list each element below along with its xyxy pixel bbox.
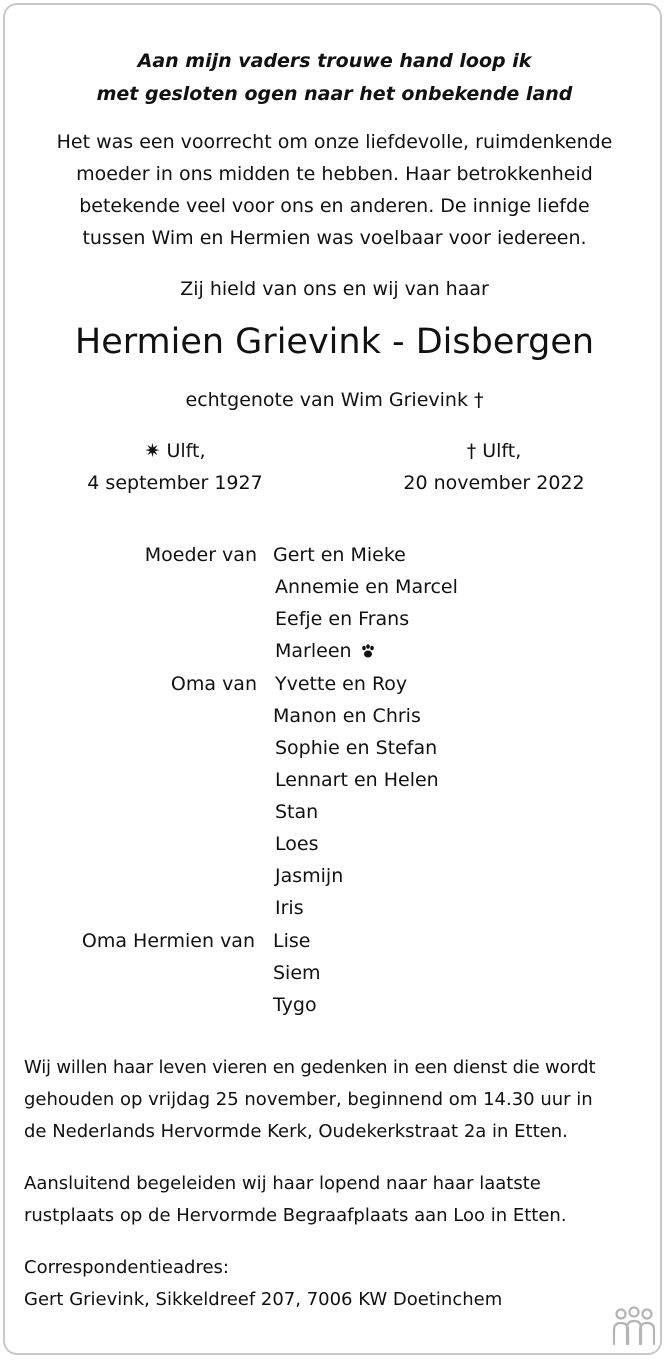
family-member: Jasmijn: [275, 865, 344, 887]
death-info: [364, 435, 624, 499]
burial-paragraph: [24, 1168, 654, 1232]
family-member: Stan: [275, 801, 319, 823]
service-line: de Nederlands Hervormde Kerk, Oudekerkstraat 2a in Etten.: [24, 1121, 568, 1142]
family-member-marleen: [275, 640, 376, 662]
motto-line-2: met gesloten ogen naar het onbekende land: [96, 83, 573, 105]
birth-place: ✷ Ulft,: [144, 440, 206, 462]
family-member: Iris: [275, 897, 304, 919]
family-member: Siem: [273, 962, 321, 984]
spouse-line: echtgenote van Wim Grievink †: [185, 389, 484, 411]
service-line: Wij willen haar leven vieren en gedenken in een dienst die wordt: [24, 1057, 596, 1078]
intro-line-3: betekende veel voor ons en anderen. De innige liefde: [79, 195, 590, 217]
death-date: 20 november 2022: [403, 472, 585, 494]
role-oma-label: Oma van: [170, 673, 257, 695]
family-member: Annemie en Marcel: [275, 576, 458, 598]
deceased-name: Hermien Grievink - Disbergen: [74, 322, 595, 362]
family-member: Eefje en Frans: [275, 608, 410, 630]
family-member: Sophie en Stefan: [275, 737, 438, 759]
correspondence-address: Gert Grievink, Sikkeldreef 207, 7006 KW Doetinchem: [24, 1289, 503, 1310]
family-member: Tygo: [273, 994, 317, 1016]
death-place: † Ulft,: [466, 440, 522, 462]
people-group-icon: [609, 1306, 659, 1346]
service-line: gehouden op vrijdag 25 november, beginnend om 14.30 uur in: [24, 1089, 593, 1110]
correspondence-label: Correspondentieadres:: [24, 1257, 229, 1278]
role-moeder-label: Moeder van: [144, 544, 257, 566]
family-member: Gert en Mieke: [273, 544, 406, 566]
birth-date: 4 september 1927: [87, 472, 263, 494]
family-member: Manon en Chris: [273, 705, 421, 727]
burial-line: rustplaats op de Hervormde Begraafplaats aan Loo in Etten.: [24, 1205, 567, 1226]
motto-line-1: Aan mijn vaders trouwe hand loop ik: [137, 50, 532, 72]
role-oma-hermien-label: Oma Hermien van: [81, 930, 255, 952]
burial-line: Aansluitend begeleiden wij haar lopend naar haar laatste: [24, 1173, 541, 1194]
family-member: Loes: [275, 833, 319, 855]
family-member: Lise: [273, 930, 311, 952]
correspondence-block: [24, 1252, 654, 1316]
paw-icon: [360, 643, 376, 659]
birth-info: [45, 435, 305, 499]
intro-line-2: moeder in ons midden te hebben. Haar betrokkenheid: [76, 163, 593, 185]
intro-line-1: Het was een voorrecht om onze liefdevolle, ruimdenkende: [56, 131, 613, 153]
tagline: Zij hield van ons en wij van haar: [180, 278, 489, 300]
intro-line-4: tussen Wim en Hermien was voelbaar voor iedereen.: [82, 227, 587, 249]
family-member-name: Marleen: [275, 640, 352, 662]
family-member: Yvette en Roy: [275, 673, 408, 695]
family-member: Lennart en Helen: [275, 769, 439, 791]
service-paragraph: [24, 1052, 654, 1148]
